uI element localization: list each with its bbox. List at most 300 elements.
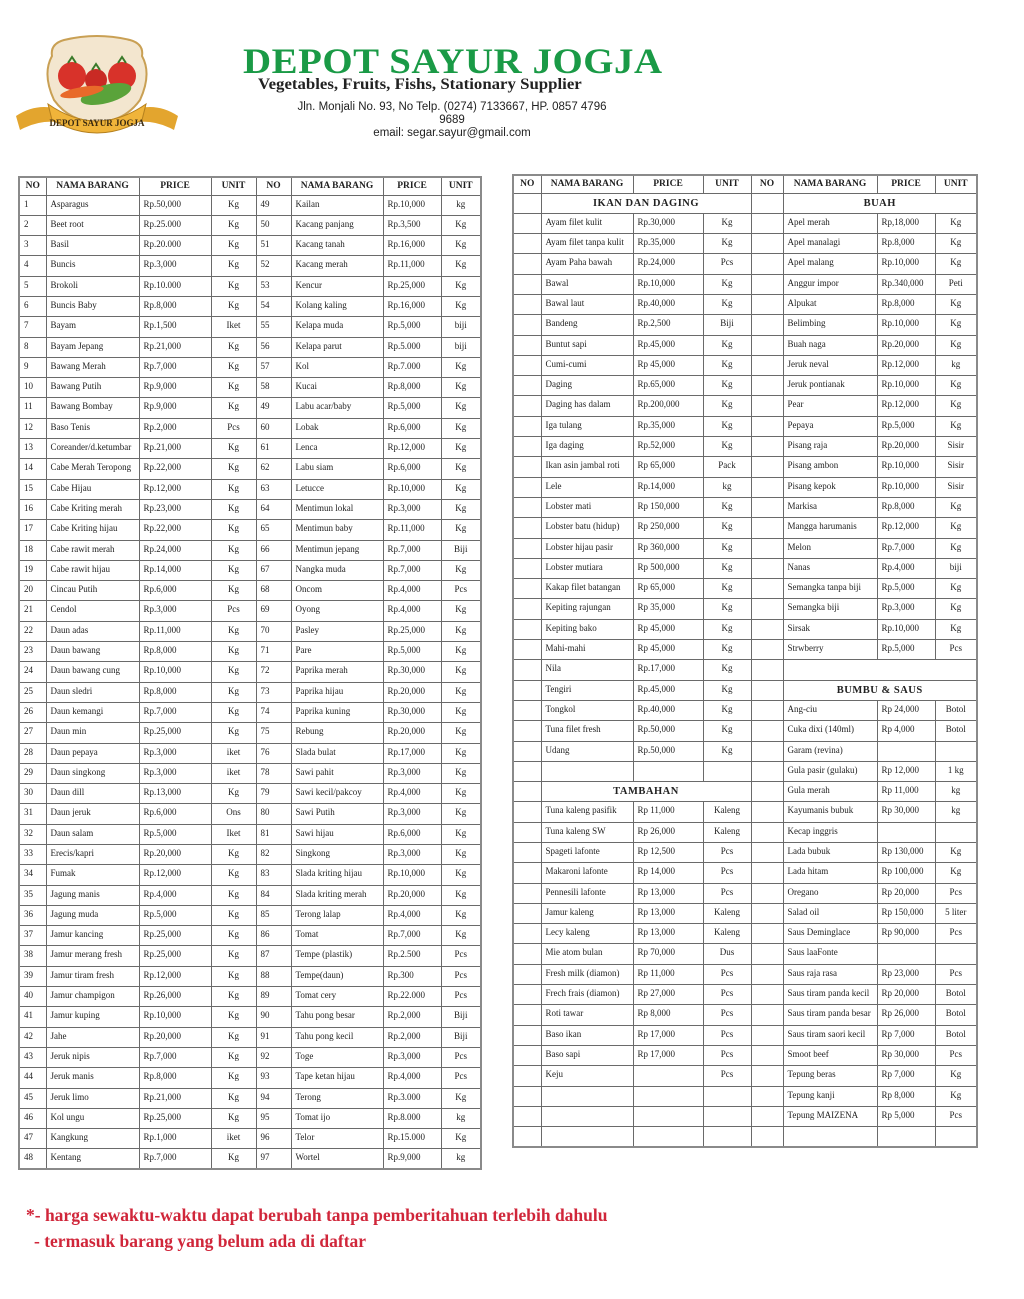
cell-name: Kailan <box>291 195 383 215</box>
cell-price: Rp 12,500 <box>633 843 703 863</box>
cell-name: Buntut sapi <box>541 335 633 355</box>
cell-price: Rp.20,000 <box>383 885 441 905</box>
cell-price: Rp.45,000 <box>633 680 703 700</box>
cell-price: Rp 45,000 <box>633 355 703 375</box>
cell-unit: Kg <box>441 642 481 662</box>
cell-price: Rp 27,000 <box>633 985 703 1005</box>
table-row <box>513 1086 977 1106</box>
cell-price: Rp 13,000 <box>633 903 703 923</box>
cell-name: Pasley <box>291 621 383 641</box>
section-heading: BUMBU & SAUS <box>783 680 977 700</box>
cell-unit: Pcs <box>935 1106 977 1126</box>
cell-no <box>751 234 783 254</box>
cell-price: Rp.200,000 <box>633 396 703 416</box>
cell-name: Udang <box>541 741 633 761</box>
table-row <box>19 540 481 560</box>
cell-price: Rp.15.000 <box>383 1129 441 1149</box>
cell-no <box>751 193 783 213</box>
cell-no <box>513 234 541 254</box>
cell-unit: Kg <box>441 723 481 743</box>
cell-no <box>751 396 783 416</box>
cell-name: Nila <box>541 660 633 680</box>
cell-no <box>513 700 541 720</box>
cell-price: Rp.22.000 <box>383 987 441 1007</box>
cell-price: Rp 4,000 <box>877 721 935 741</box>
cell-unit: Kg <box>211 723 256 743</box>
cell-name: Cabe rawit merah <box>46 540 139 560</box>
cell-unit: Kg <box>211 702 256 722</box>
cell-price: Rp.30,000 <box>383 662 441 682</box>
cell-no <box>513 741 541 761</box>
cell-name: Pisang ambon <box>783 457 877 477</box>
cell-price: Rp.30,000 <box>383 702 441 722</box>
table-row <box>19 824 481 844</box>
table-row <box>513 355 977 375</box>
empty-cell <box>703 1106 751 1126</box>
cell-price: Rp.3,000 <box>383 804 441 824</box>
table-row <box>513 518 977 538</box>
cell-unit: 5 liter <box>935 903 977 923</box>
cell-unit: Kg <box>935 599 977 619</box>
cell-price: Rp.45,000 <box>633 335 703 355</box>
empty-cell <box>541 761 633 781</box>
cell-unit: Kaleng <box>703 802 751 822</box>
cell-price <box>877 741 935 761</box>
table-row <box>19 459 481 479</box>
table-row <box>19 378 481 398</box>
cell-unit: Pcs <box>703 883 751 903</box>
col-header-no: NO <box>19 177 46 195</box>
cell-no: 20 <box>19 581 46 601</box>
cell-unit: Kg <box>441 276 481 296</box>
table-row <box>19 236 481 256</box>
cell-no: 86 <box>256 926 291 946</box>
cell-no: 18 <box>19 540 46 560</box>
cell-name: Mentimun baby <box>291 520 383 540</box>
cell-unit: Kg <box>211 865 256 885</box>
cell-price: Rp 7,000 <box>877 1066 935 1086</box>
cell-no <box>751 315 783 335</box>
cell-no <box>751 518 783 538</box>
cell-price: Rp.20.000 <box>139 236 211 256</box>
cell-price: Rp.5,000 <box>139 905 211 925</box>
cell-name: Jamur tiram fresh <box>46 966 139 986</box>
cell-name: Tomat ijo <box>291 1108 383 1128</box>
cell-price: Rp.25,000 <box>383 621 441 641</box>
svg-text:DEPOT SAYUR JOGJA: DEPOT SAYUR JOGJA <box>49 118 145 128</box>
cell-name: Cendol <box>46 601 139 621</box>
cell-price: Rp.22,000 <box>139 520 211 540</box>
cell-unit: Kg <box>211 215 256 235</box>
cell-name: Belimbing <box>783 315 877 335</box>
cell-unit: Kg <box>935 843 977 863</box>
cell-price: Rp.65,000 <box>633 376 703 396</box>
cell-unit: Kg <box>211 946 256 966</box>
cell-unit: Kg <box>211 642 256 662</box>
cell-name: Smoot beef <box>783 1045 877 1065</box>
cell-no <box>751 294 783 314</box>
cell-price: Rp.7,000 <box>139 1149 211 1169</box>
cell-name: Mie atom bulan <box>541 944 633 964</box>
cell-price: Rp.3,000 <box>383 845 441 865</box>
cell-no: 54 <box>256 296 291 316</box>
cell-no <box>513 538 541 558</box>
table-row <box>19 337 481 357</box>
cell-unit: Kg <box>703 376 751 396</box>
table-row <box>513 700 977 720</box>
cell-name: Alpukat <box>783 294 877 314</box>
cell-name: Kelapa muda <box>291 317 383 337</box>
cell-no <box>513 985 541 1005</box>
cell-no <box>751 843 783 863</box>
cell-no <box>751 1106 783 1126</box>
cell-price: Rp.3.000 <box>383 1088 441 1108</box>
table-row <box>19 743 481 763</box>
cell-name: Mentimun lokal <box>291 499 383 519</box>
table-row <box>19 885 481 905</box>
cell-name: Jamur kuping <box>46 1007 139 1027</box>
empty-cell <box>783 660 977 680</box>
cell-no: 7 <box>19 317 46 337</box>
cell-no <box>751 964 783 984</box>
cell-no <box>751 680 783 700</box>
cell-name: Saus tiram panda kecil <box>783 985 877 1005</box>
cell-no <box>513 558 541 578</box>
col-header-name: NAMA BARANG <box>783 175 877 193</box>
cell-name: Bandeng <box>541 315 633 335</box>
cell-name: Kacang merah <box>291 256 383 276</box>
cell-no <box>513 457 541 477</box>
cell-unit: Biji <box>441 1007 481 1027</box>
cell-no <box>513 721 541 741</box>
cell-unit: Kg <box>211 784 256 804</box>
table-row <box>513 213 977 233</box>
cell-name: Labu acar/baby <box>291 398 383 418</box>
cell-unit: kg <box>935 782 977 802</box>
cell-name: Bawang Merah <box>46 357 139 377</box>
cell-no <box>751 924 783 944</box>
cell-price: Rp.16,000 <box>383 296 441 316</box>
cell-price: Rp.3,000 <box>139 601 211 621</box>
cell-name: Baso Tenis <box>46 418 139 438</box>
cell-unit: Botol <box>935 1005 977 1025</box>
section-heading: IKAN DAN DAGING <box>541 193 751 213</box>
table-row <box>513 1066 977 1086</box>
cell-unit: Kg <box>211 1027 256 1047</box>
cell-unit: Kg <box>935 213 977 233</box>
cell-name: Buah naga <box>783 335 877 355</box>
cell-no <box>751 985 783 1005</box>
cell-unit: Kg <box>703 619 751 639</box>
cell-no <box>751 538 783 558</box>
cell-no <box>751 497 783 517</box>
cell-name: Daun dill <box>46 784 139 804</box>
cell-unit: Kg <box>703 518 751 538</box>
cell-name: Jamur kaleng <box>541 903 633 923</box>
cell-unit <box>935 741 977 761</box>
cell-name: Tempe (plastik) <box>291 946 383 966</box>
table-row <box>19 845 481 865</box>
cell-name: Lada bubuk <box>783 843 877 863</box>
cell-price: Rp 5,000 <box>877 1106 935 1126</box>
cell-price: Rp.3,000 <box>383 763 441 783</box>
cell-no <box>513 640 541 660</box>
cell-unit: Kg <box>441 621 481 641</box>
cell-unit: Kaleng <box>703 924 751 944</box>
cell-price: Rp.50,000 <box>633 721 703 741</box>
cell-price: Rp.5,000 <box>383 398 441 418</box>
cell-unit: Kg <box>441 824 481 844</box>
empty-cell <box>513 1106 541 1126</box>
cell-name: Singkong <box>291 845 383 865</box>
cell-price: Rp.10,000 <box>877 457 935 477</box>
cell-unit: Pcs <box>211 418 256 438</box>
cell-name: Lobak <box>291 418 383 438</box>
table-row <box>513 315 977 335</box>
cell-name: Letucce <box>291 479 383 499</box>
cell-price: Rp.24,000 <box>139 540 211 560</box>
table-row <box>513 579 977 599</box>
cell-price: Rp 45,000 <box>633 619 703 639</box>
cell-price: Rp.8,000 <box>383 378 441 398</box>
table-row <box>513 558 977 578</box>
cell-unit: Kg <box>211 926 256 946</box>
cell-price: Rp.12,000 <box>877 355 935 375</box>
cell-name: Wortel <box>291 1149 383 1169</box>
table-header-row <box>19 177 481 195</box>
cell-price: Rp.21,000 <box>139 1088 211 1108</box>
cell-price: Rp.5,000 <box>383 317 441 337</box>
cell-name: Rebung <box>291 723 383 743</box>
cell-price: Rp.3,000 <box>383 499 441 519</box>
cell-name: Kecap inggris <box>783 822 877 842</box>
cell-unit: Kg <box>211 276 256 296</box>
cell-no <box>751 1005 783 1025</box>
empty-cell <box>513 1086 541 1106</box>
cell-unit: Kg <box>211 1047 256 1067</box>
empty-cell <box>541 1106 633 1126</box>
cell-no <box>751 1066 783 1086</box>
cell-no: 45 <box>19 1088 46 1108</box>
cell-unit: kg <box>935 802 977 822</box>
cell-price: Rp.25,000 <box>383 276 441 296</box>
cell-price: Rp.50,000 <box>633 741 703 761</box>
cell-price: Rp.25,000 <box>139 723 211 743</box>
cell-price: Rp.30,000 <box>633 213 703 233</box>
cell-no: 93 <box>256 1068 291 1088</box>
cell-price: Rp.2,000 <box>139 418 211 438</box>
table-row <box>19 479 481 499</box>
table-row <box>513 477 977 497</box>
cell-name: Tuna kaleng SW <box>541 822 633 842</box>
cell-name: Sawi Putih <box>291 804 383 824</box>
cell-no: 48 <box>19 1149 46 1169</box>
cell-name: Paprika merah <box>291 662 383 682</box>
cell-no <box>751 1025 783 1045</box>
cell-no: 49 <box>256 398 291 418</box>
cell-unit: kg <box>441 1108 481 1128</box>
cell-name: Tepung MAIZENA <box>783 1106 877 1126</box>
cell-price: Rp.20,000 <box>139 1027 211 1047</box>
cell-unit: Kg <box>703 497 751 517</box>
table-row <box>513 457 977 477</box>
cell-price: Rp.35,000 <box>633 416 703 436</box>
cell-unit: Kg <box>211 195 256 215</box>
cell-unit: Kg <box>703 700 751 720</box>
cell-no <box>513 579 541 599</box>
cell-name: Cumi-cumi <box>541 355 633 375</box>
cell-price: Rp.7,000 <box>877 538 935 558</box>
cell-unit: Kg <box>441 601 481 621</box>
cell-price: Rp.5.000 <box>383 337 441 357</box>
cell-unit: Kg <box>211 378 256 398</box>
cell-no: 68 <box>256 581 291 601</box>
cell-unit: Sisir <box>935 457 977 477</box>
cell-name: Tomat cery <box>291 987 383 1007</box>
table-row <box>19 1027 481 1047</box>
cell-price: Rp.10,000 <box>877 254 935 274</box>
table-row <box>19 256 481 276</box>
cell-no: 22 <box>19 621 46 641</box>
cell-price: Rp 100,000 <box>877 863 935 883</box>
cell-unit: Kg <box>441 682 481 702</box>
cell-price: Rp.12,000 <box>383 439 441 459</box>
cell-unit: Kg <box>935 254 977 274</box>
cell-price: Rp.12,000 <box>139 865 211 885</box>
cell-unit: Kg <box>703 558 751 578</box>
cell-no: 16 <box>19 499 46 519</box>
table-row <box>513 883 977 903</box>
cell-no: 69 <box>256 601 291 621</box>
empty-cell <box>751 1127 783 1147</box>
cell-price: Rp 26,000 <box>877 1005 935 1025</box>
cell-price: Rp.3,000 <box>139 743 211 763</box>
cell-price: Rp 65,000 <box>633 457 703 477</box>
cell-name: Kangkung <box>46 1129 139 1149</box>
cell-no <box>751 761 783 781</box>
cell-name: Paprika hijau <box>291 682 383 702</box>
cell-name: Jamur champigon <box>46 987 139 1007</box>
cell-name: Lobster mati <box>541 497 633 517</box>
cell-price: Rp.5,000 <box>139 824 211 844</box>
cell-unit: Kg <box>935 863 977 883</box>
cell-price: Rp.10,000 <box>877 619 935 639</box>
table-row <box>513 599 977 619</box>
cell-no <box>751 416 783 436</box>
cell-no: 40 <box>19 987 46 1007</box>
empty-cell <box>935 1127 977 1147</box>
cell-no: 19 <box>19 560 46 580</box>
cell-no <box>751 903 783 923</box>
cell-name: Slada kriting hijau <box>291 865 383 885</box>
cell-price: Rp 8,000 <box>877 1086 935 1106</box>
cell-no: 87 <box>256 946 291 966</box>
cell-unit: kg <box>935 355 977 375</box>
cell-no: 21 <box>19 601 46 621</box>
cell-unit: Kg <box>935 497 977 517</box>
table-row <box>513 193 977 213</box>
cell-price: Rp.20,000 <box>383 723 441 743</box>
cell-name: Tahu pong besar <box>291 1007 383 1027</box>
table-row <box>513 741 977 761</box>
table-header-row <box>513 175 977 193</box>
cell-name: Lada hitam <box>783 863 877 883</box>
cell-no: 85 <box>256 905 291 925</box>
table-row <box>513 497 977 517</box>
cell-unit: Kg <box>703 741 751 761</box>
cell-price: Rp.52,000 <box>633 437 703 457</box>
cell-no: 4 <box>19 256 46 276</box>
table-row <box>19 1007 481 1027</box>
cell-price: Rp.9,000 <box>383 1149 441 1169</box>
cell-name: Tahu pong kecil <box>291 1027 383 1047</box>
table-row <box>513 863 977 883</box>
cell-unit: Kg <box>211 1149 256 1169</box>
cell-no: 46 <box>19 1108 46 1128</box>
cell-price: Rp 45,000 <box>633 640 703 660</box>
cell-no: 1 <box>19 195 46 215</box>
cell-unit: Kg <box>703 599 751 619</box>
cell-price: Rp.16,000 <box>383 236 441 256</box>
cell-price: Rp 13,000 <box>633 883 703 903</box>
cell-name: Baso ikan <box>541 1025 633 1045</box>
cell-price: Rp 150,000 <box>877 903 935 923</box>
cell-price: Rp.4,000 <box>877 558 935 578</box>
disclaimer-line-1: *- harga sewaktu-waktu dapat berubah tanpa pemberitahuan terlebih dahulu <box>26 1205 608 1225</box>
cell-price: Rp.20,000 <box>139 845 211 865</box>
cell-price: Rp.35,000 <box>633 234 703 254</box>
cell-name: Lecy kaleng <box>541 924 633 944</box>
cell-price: Rp.12,000 <box>139 479 211 499</box>
cell-price <box>877 822 935 842</box>
cell-unit: Kg <box>441 804 481 824</box>
table-row <box>19 784 481 804</box>
cell-no <box>513 1005 541 1025</box>
cell-no: 67 <box>256 560 291 580</box>
cell-price: Rp 130,000 <box>877 843 935 863</box>
cell-no: 73 <box>256 682 291 702</box>
cell-price: Rp.7,000 <box>139 357 211 377</box>
cell-no <box>513 843 541 863</box>
cell-unit: Kg <box>703 213 751 233</box>
cell-no <box>751 741 783 761</box>
table-row <box>19 1068 481 1088</box>
cell-name: Tape ketan hijau <box>291 1068 383 1088</box>
cell-name: Kakap filet batangan <box>541 579 633 599</box>
address-line: Jln. Monjali No. 93, No Telp. (0274) 7133667, HP. 0857 4796 9689 <box>297 101 607 126</box>
cell-no <box>751 883 783 903</box>
cell-price: Rp 90,000 <box>877 924 935 944</box>
cell-no <box>513 518 541 538</box>
cell-unit: Pcs <box>935 883 977 903</box>
cell-unit: Kg <box>211 520 256 540</box>
cell-price: Rp.40,000 <box>633 700 703 720</box>
cell-price: Rp.2,000 <box>383 1027 441 1047</box>
cell-unit: Kg <box>211 439 256 459</box>
cell-name: Spageti lafonte <box>541 843 633 863</box>
cell-unit: Kg <box>441 256 481 276</box>
section-heading: TAMBAHAN <box>541 782 751 802</box>
cell-no: 81 <box>256 824 291 844</box>
cell-no: 27 <box>19 723 46 743</box>
cell-unit: Pcs <box>441 1068 481 1088</box>
table-row <box>513 396 977 416</box>
cell-price: Rp.8,000 <box>139 1068 211 1088</box>
cell-unit: Kg <box>441 1129 481 1149</box>
cell-unit: Kg <box>703 680 751 700</box>
table-row <box>19 987 481 1007</box>
cell-no <box>751 437 783 457</box>
